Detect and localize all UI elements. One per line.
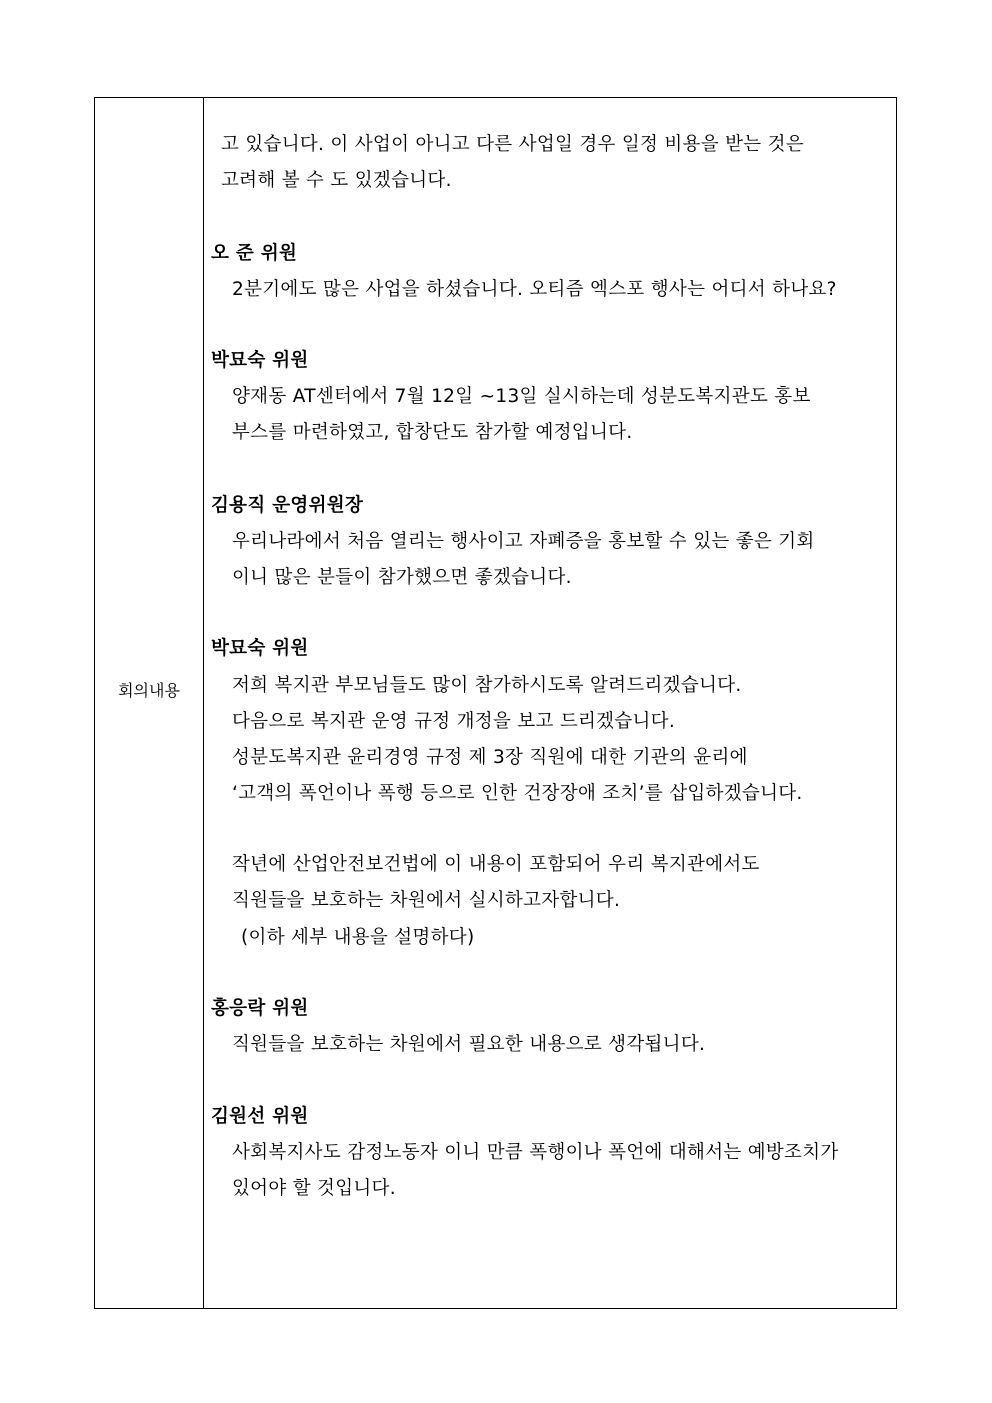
text-line: 우리나라에서 처음 열리는 행사이고 자폐증을 홍보할 수 있는 좋은 기회 <box>232 531 815 552</box>
speaker-name: 박묘숙 위원 <box>211 350 309 371</box>
speaker-name: 김원선 위원 <box>211 1106 309 1127</box>
text-line: 고려해 볼 수 도 있겠습니다. <box>221 170 452 191</box>
text-line: 고 있습니다. 이 사업이 아니고 다른 사업일 경우 일정 비용을 받는 것은 <box>221 134 804 155</box>
text-line: (이하 세부 내용을 설명하다) <box>241 927 475 948</box>
text-line: 사회복지사도 감정노동자 이니 만큼 폭행이나 폭언에 대해서는 예방조치가 <box>232 1142 839 1163</box>
text-line: 양재동 AT센터에서 7월 12일 ~13일 실시하는데 성분도복지관도 홍보 <box>232 386 811 407</box>
text-line: 직원들을 보호하는 차원에서 필요한 내용으로 생각됩니다. <box>232 1034 706 1055</box>
row-label: 회의내용 <box>118 681 180 700</box>
text-line: 직원들을 보호하는 차원에서 실시하고자합니다. <box>232 890 621 911</box>
text-line: 저희 복지관 부모님들도 많이 참가하시도록 알려드리겠습니다. <box>232 675 742 696</box>
text-line: 성분도복지관 윤리경영 규정 제 3장 직원에 대한 기관의 윤리에 <box>232 747 748 768</box>
text-line: 이니 많은 분들이 참가했으면 좋겠습니다. <box>232 567 572 588</box>
text-line: 부스를 마련하였고, 합창단도 참가할 예정입니다. <box>232 422 633 443</box>
text-line: 2분기에도 많은 사업을 하셨습니다. 오티즘 엑스포 행사는 어디서 하나요? <box>232 279 837 300</box>
content-cell <box>95 98 896 1308</box>
minutes-table <box>94 97 897 1309</box>
text-line: 있어야 할 것입니다. <box>232 1178 396 1199</box>
text-line: ‘고객의 폭언이나 폭행 등으로 인한 건장장애 조치’를 삽입하겠습니다. <box>232 783 803 804</box>
speaker-name: 박묘숙 위원 <box>211 638 309 659</box>
speaker-name: 홍응락 위원 <box>211 998 309 1019</box>
speaker-name: 오 준 위원 <box>211 243 298 264</box>
text-line: 다음으로 복지관 운영 규정 개정을 보고 드리겠습니다. <box>232 711 676 732</box>
speaker-name: 김용직 운영위원장 <box>211 495 364 516</box>
text-line: 작년에 산업안전보건법에 이 내용이 포함되어 우리 복지관에서도 <box>232 854 760 875</box>
